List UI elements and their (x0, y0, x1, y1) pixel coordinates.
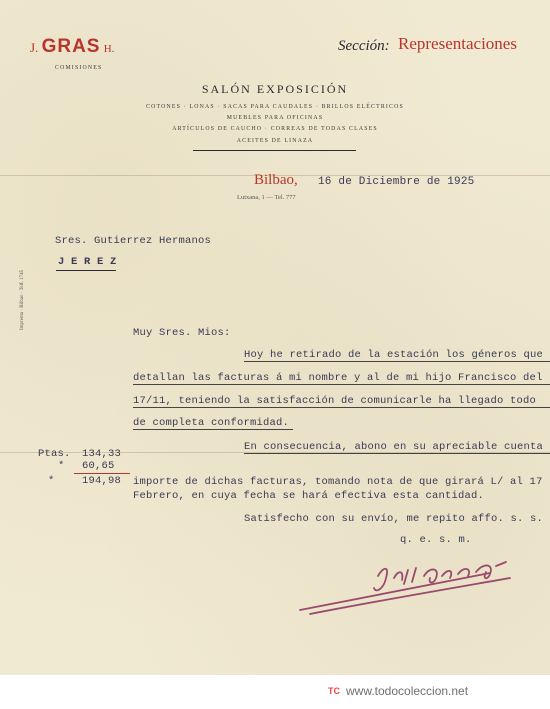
amount-rule (74, 473, 130, 474)
closing: q. e. s. m. (400, 534, 472, 546)
body-line: de completa conformidad. (133, 417, 290, 429)
body-line: Satisfecho con su envío, me repito affo. s. s. (244, 513, 544, 525)
body-line: En consecuencia, abono en su apreciable cuenta (244, 441, 544, 453)
product-line-3: ARTÍCULOS DE CAUCHO · CORREAS DE TODAS CLASES (172, 126, 378, 132)
body-line: 17/11, teniendo la satisfacción de comunicarle ha llegado todo (133, 395, 537, 407)
section-label: Sección: (338, 38, 390, 54)
brand-initial-left: J. (30, 40, 39, 55)
watermark-logo: TC (328, 686, 340, 696)
body-underline (133, 407, 550, 408)
product-line-1: COTONES · LONAS · SACAS PARA CAUDALES · BRILLOS ELÉCTRICOS (146, 104, 404, 110)
star-mark: * (48, 475, 55, 487)
watermark-site: www.todocoleccion.net (346, 684, 469, 698)
amount-total: 194,98 (82, 475, 122, 487)
recipient-place: J E R E Z (58, 256, 117, 268)
salutation: Muy Sres. Mios: (133, 327, 231, 339)
side-imprint: Imprenta · Bilbao · Telf. 1745 (20, 269, 25, 330)
body-line: Hoy he retirado de la estación los géneros que (244, 349, 544, 361)
currency-label: Ptas. (38, 448, 71, 460)
body-underline (133, 429, 293, 430)
body-underline (133, 384, 550, 385)
product-line-2: MUEBLES PARA OFICINAS (226, 115, 324, 121)
body-underline (244, 361, 550, 362)
recipient: Sres. Gutierrez Hermanos (55, 235, 212, 247)
signature (290, 548, 530, 618)
body-line: Febrero, en cuya fecha se hará efectiva esta cantidad. (133, 490, 485, 502)
address-line: Lutxana, 1 — Tel. 777 (237, 194, 296, 201)
letterhead-rule (193, 150, 356, 151)
brand-name: GRAS (41, 36, 101, 57)
body-line: importe de dichas facturas, tomando nota de que girará L/ al 17 (133, 476, 543, 488)
letter-date: 16 de Diciembre de 1925 (318, 176, 475, 188)
city-label: Bilbao, (254, 172, 298, 188)
body-line: detallan las facturas á mi nombre y al de mi hijo Francisco del (133, 372, 543, 384)
product-line-4: ACEITES DE LINAZA (236, 138, 314, 144)
section-value: Representaciones (398, 34, 517, 53)
watermark-bar (0, 675, 550, 709)
brand-subtitle: COMISIONES (55, 65, 103, 71)
brand-block (30, 36, 114, 58)
brand-initial-right: H. (103, 43, 115, 55)
amount-1: 134,33 (82, 448, 122, 460)
salon-title: SALÓN EXPOSICIÓN (201, 82, 349, 96)
amount-2: 60,65 (82, 460, 115, 472)
place-underline (56, 270, 116, 271)
body-underline (244, 453, 550, 454)
star-mark: * (58, 460, 65, 472)
